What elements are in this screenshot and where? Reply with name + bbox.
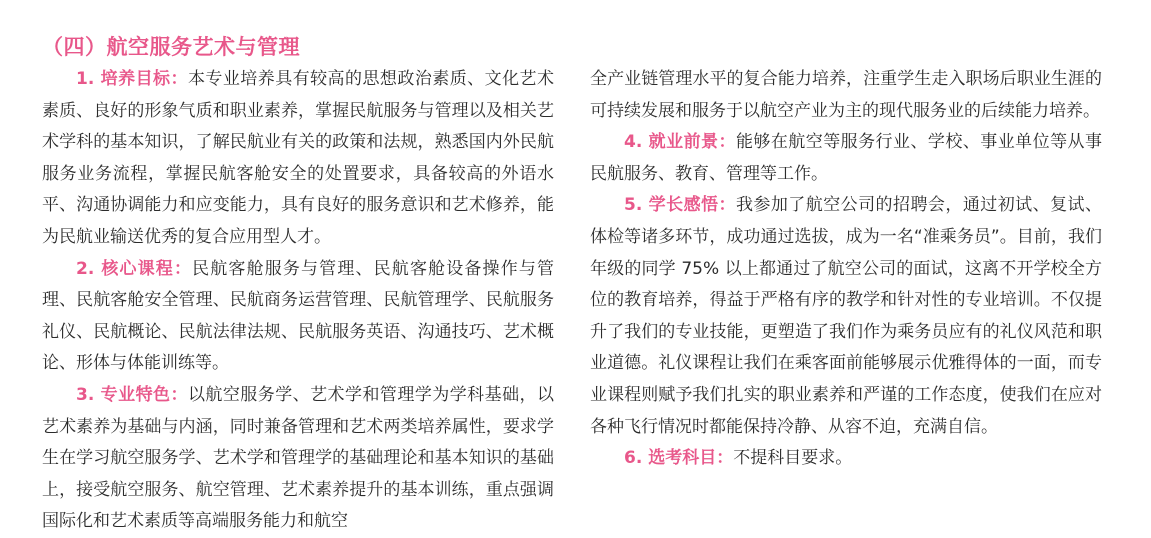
heading-career-prospects: 4. 就业前景：	[624, 132, 736, 153]
heading-senior-reflections: 5. 学长感悟：	[624, 195, 736, 216]
heading-program-features: 3. 专业特色：	[76, 384, 188, 405]
text-program-features: 以航空服务学、艺术学和管理学为学科基础，以艺术素养为基础与内涵，同时兼备管理和艺术两类培养属性，要求学生在学习航空服务学、艺术学和管理学的基础理论和基本知识的基础上，接受航空服务、航空管理、艺术素养提升的基本训练，重点强调国际化和艺术素质等高端服务能力和航空	[42, 384, 554, 532]
heading-core-courses: 2. 核心课程：	[76, 258, 193, 279]
paragraph-senior-reflections	[590, 190, 1102, 443]
left-column	[42, 64, 554, 538]
section-title: （四）航空服务艺术与管理	[42, 35, 300, 59]
paragraph-program-features	[42, 380, 554, 538]
paragraph-exam-subjects	[590, 443, 1102, 475]
heading-exam-subjects: 6. 选考科目：	[624, 448, 734, 469]
text-exam-subjects: 不提科目要求。	[733, 448, 853, 469]
paragraph-career-prospects	[590, 127, 1102, 190]
right-column	[590, 64, 1102, 475]
paragraph-program-features-continued	[590, 64, 1102, 127]
heading-training-goal: 1. 培养目标：	[76, 69, 188, 89]
text-core-courses: 民航客舱服务与管理、民航客舱设备操作与管理、民航客舱安全管理、民航商务运营管理、民航管理学、民航服务礼仪、民航概论、民航法律法规、民航服务英语、沟通技巧、艺术概论、形体与体能训练等。	[42, 258, 554, 374]
paragraph-core-courses	[42, 254, 554, 380]
text-training-goal: 本专业培养具有较高的思想政治素质、文化艺术素质、良好的形象气质和职业素养，掌握民航服务与管理以及相关艺术学科的基本知识，了解民航业有关的政策和法规，熟悉国内外民航服务业务流程，掌握民航客舱安全的处置要求，具备较高的外语水平、沟通协调能力和应变能力，具有良好的服务意识和艺术修养，能为民航业输送优秀的复合应用型人才。	[42, 69, 554, 247]
text-career-prospects: 能够在航空等服务行业、学校、事业单位等从事民航服务、教育、管理等工作。	[590, 132, 1102, 184]
text-program-features-continued: 全产业链管理水平的复合能力培养，注重学生走入职场后职业生涯的可持续发展和服务于以航空产业为主的现代服务业的后续能力培养。	[590, 69, 1102, 121]
text-senior-reflections: 我参加了航空公司的招聘会，通过初试、复试、体检等诸多环节，成功通过选拔，成为一名“准乘务员”。目前，我们年级的同学 75% 以上都通过了航空公司的面试，这离不开学校全方位的教育培养，得益于严格有序的教学和针对性的专业培训。不仅提升了我们的专业技能，更塑造了我们作为乘务员应有的礼仪风范和职业道德。礼仪课程让我们在乘客面前能够展示优雅得体的一面，而专业课程则赋予我们扎实的职业素养和严谨的工作态度，使我们在应对各种飞行情况时都能保持冷静、从容不迫，充满自信。	[590, 195, 1102, 437]
paragraph-training-goal	[42, 64, 554, 254]
